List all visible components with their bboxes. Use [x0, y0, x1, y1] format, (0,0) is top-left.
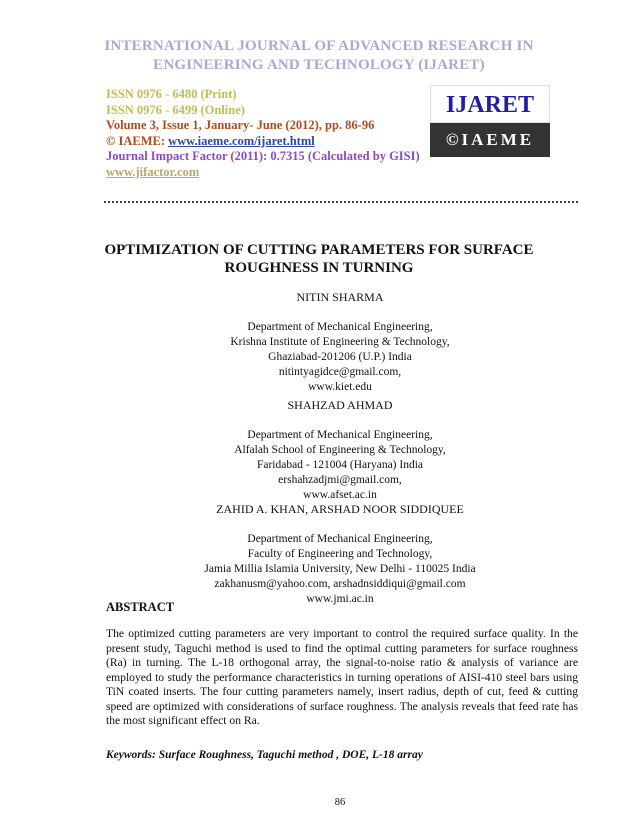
issn-online: ISSN 0976 - 6499 (Online) [106, 102, 245, 117]
author-block-2 [0, 398, 638, 503]
page-number: 86 [334, 797, 346, 808]
author-block-1 [0, 290, 638, 395]
copyright-line: © IAEME: www.iaeme.com/ijaret.html [106, 133, 315, 148]
affiliation-url: www.kiet.edu [308, 381, 372, 393]
affiliation-line: Jamia Millia Islamia University, New Delhi - 110025 India [204, 563, 476, 575]
impact-factor: Journal Impact Factor (2011): 0.7315 (Calculated by GISI) [106, 149, 420, 163]
affiliation-line: Faridabad - 121004 (Haryana) India [256, 459, 424, 471]
author-block-3 [0, 502, 638, 607]
paper-title-line-2: ROUGHNESS IN TURNING [224, 260, 414, 276]
jif-link[interactable]: www.jifactor.com [106, 164, 200, 179]
issn-print: ISSN 0976 - 6480 (Print) [106, 87, 237, 101]
volume-info: Volume 3, Issue 1, January- June (2012), pp. 86-96 [106, 118, 375, 132]
author-email: nitintyagidce@gmail.com, [278, 366, 402, 378]
author-email: ershahzadjmi@gmail.com, [278, 474, 402, 486]
affiliation-line: Ghaziabad-201206 (U.P.) India [268, 351, 412, 363]
affiliation-line: Krishna Institute of Engineering & Technology, [230, 336, 450, 348]
journal-title [0, 37, 638, 75]
affiliation-url: www.afset.ac.in [303, 489, 377, 501]
author-name: ZAHID A. KHAN, ARSHAD NOOR SIDDIQUEE [216, 502, 464, 516]
abstract-heading: ABSTRACT [106, 600, 175, 614]
logo-iaeme: ©IAEME [430, 123, 550, 157]
author-email: zakhanusm@yahoo.com, arshadnsiddiqui@gmail.com [214, 578, 466, 590]
affiliation-line: Department of Mechanical Engineering, [247, 429, 433, 441]
journal-title-line-1: INTERNATIONAL JOURNAL OF ADVANCED RESEARCH IN [104, 38, 534, 54]
journal-meta [106, 87, 420, 180]
journal-title-line-2: ENGINEERING AND TECHNOLOGY (IJARET) [153, 57, 485, 73]
affiliation-line: Alfalah School of Engineering & Technology, [234, 444, 446, 456]
affiliation-url: www.jmi.ac.in [306, 593, 374, 605]
author-name: NITIN SHARMA [296, 290, 384, 304]
header-divider [104, 201, 578, 203]
keywords: Keywords: Surface Roughness, Taguchi method , DOE, L-18 array [106, 749, 423, 761]
logo-ijaret: IJARET [430, 85, 550, 123]
paper-title-line-1: OPTIMIZATION OF CUTTING PARAMETERS FOR SURFACE [104, 242, 534, 258]
paper-title [0, 241, 638, 277]
author-name: SHAHZAD AHMAD [287, 398, 393, 412]
affiliation-line: Department of Mechanical Engineering, [247, 533, 433, 545]
abstract-text: The optimized cutting parameters are very important to control the required surface quality. In the present study, Taguchi method is used to find the optimal cutting parameters for surface roughness (Ra) in turning. The L-18 orthogonal array, the signal-to-noise ratio & analysis of variance are employed to study the performance characteristics in turning operations of AISI-410 steel bars using TiN coated inserts. The four cutting parameters namely, insert radius, depth of cut, feed & cutting speed are optimized with considerations of surface roughness. The analysis reveals that feed rate has the most significant effect on Ra. [106, 627, 578, 727]
journal-logo [430, 85, 550, 158]
affiliation-line: Faculty of Engineering and Technology, [247, 548, 433, 560]
affiliation-line: Department of Mechanical Engineering, [247, 321, 433, 333]
journal-link[interactable]: www.iaeme.com/ijaret.html [168, 133, 315, 148]
